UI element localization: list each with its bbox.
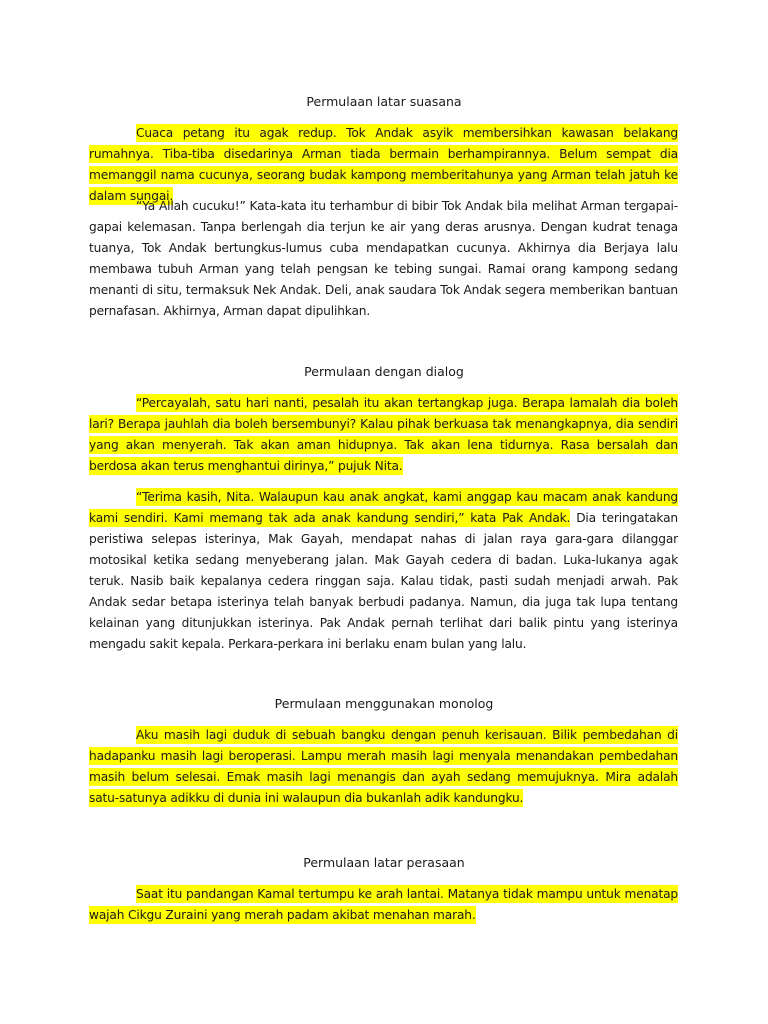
plain-text: Dia teringatakan peristiwa selepas isterinya, Mak Gayah, mendapat nahas di jalan raya gara-gara dilanggar motosikal ketika sedang menyeberang jalan. Mak Gayah cedera di badan. Luka-lukanya agak teruk. Nasib baik kepalanya cedera ringgan saja. Kalau tidak, pasti sudah menjadi arwah. Pak Andak sedar betapa isterinya telah banyak berbudi padanya. Namun, dia juga tak lupa tentang kelainan yang ditunjukkan isterinya. Pak Andak pernah terlihat dari balik pintu yang isterinya mengadu sakit kepala. Perkara-perkara ini berlaku enam bulan yang lalu. (89, 511, 678, 651)
highlighted-text: Saat itu pandangan Kamal tertumpu ke arah lantai. Matanya tidak mampu untuk menatap wajah Cikgu Zuraini yang merah padam akibat menahan marah. (89, 887, 678, 922)
highlighted-text: Cuaca petang itu agak redup. Tok Andak asyik membersihkan kawasan belakang rumahnya. Tiba-tiba disedarinya Arman tiada bermain berhampirannya. Belum sempat dia memanggil nama cucunya, seorang budak kampong memberitahunya yang Arman telah jatuh ke dalam sungai. (89, 126, 678, 203)
section-2-paragraph-2 (89, 487, 678, 655)
section-heading-dialog: Permulaan dengan dialog (304, 364, 464, 379)
highlighted-text: “Terima kasih, Nita. Walaupun kau anak angkat, kami anggap kau macam anak kandung kami sendiri. Kami memang tak ada anak kandung sendiri,” kata Pak Andak. (89, 490, 678, 525)
section-2-paragraph-1 (89, 393, 678, 477)
highlighted-text: “Percayalah, satu hari nanti, pesalah itu akan tertangkap juga. Berapa lamalah dia boleh lari? Berapa jauhlah dia boleh bersembunyi? Kalau pihak berkuasa tak menangkapnya, dia sendiri yang akan menyerah. Tak akan aman hidupnya. Tak akan lena tidurnya. Rasa bersalah dan berdosa akan terus menghantui dirinya,” pujuk Nita. (89, 396, 678, 473)
section-1-paragraph-2 (89, 196, 678, 322)
section-3-paragraph-1 (89, 725, 678, 809)
section-4-paragraph-1 (89, 884, 678, 926)
highlighted-text: Aku masih lagi duduk di sebuah bangku dengan penuh kerisauan. Bilik pembedahan di hadapanku masih lagi beroperasi. Lampu merah masih lagi menyala menandakan pembedahan masih belum selesai. Emak masih lagi menangis dan ayah sedang memujuknya. Mira adalah satu-satunya adikku di dunia ini walaupun dia bukanlah adik kandungku. (89, 728, 678, 805)
section-1-paragraph-1 (89, 123, 678, 207)
plain-text: “Ya Allah cucuku!” Kata-kata itu terhambur di bibir Tok Andak bila melihat Arman tergapai-gapai kelemasan. Tanpa berlengah dia terjun ke air yang deras arusnya. Dengan kudrat tenaga tuanya, Tok Andak bertungkus-lumus cuba mendapatkan cucunya. Akhirnya dia Berjaya lalu membawa tubuh Arman yang telah pengsan ke tebing sungai. Ramai orang kampong sedang menanti di situ, termaksuk Nek Andak. Deli, anak saudara Tok Andak segera memberikan bantuan pernafasan. Akhirnya, Arman dapat dipulihkan. (89, 199, 678, 318)
section-heading-monolog: Permulaan menggunakan monolog (274, 696, 494, 711)
section-heading-latar-perasaan: Permulaan latar perasaan (303, 855, 465, 870)
section-heading-latar-suasana: Permulaan latar suasana (306, 94, 462, 109)
